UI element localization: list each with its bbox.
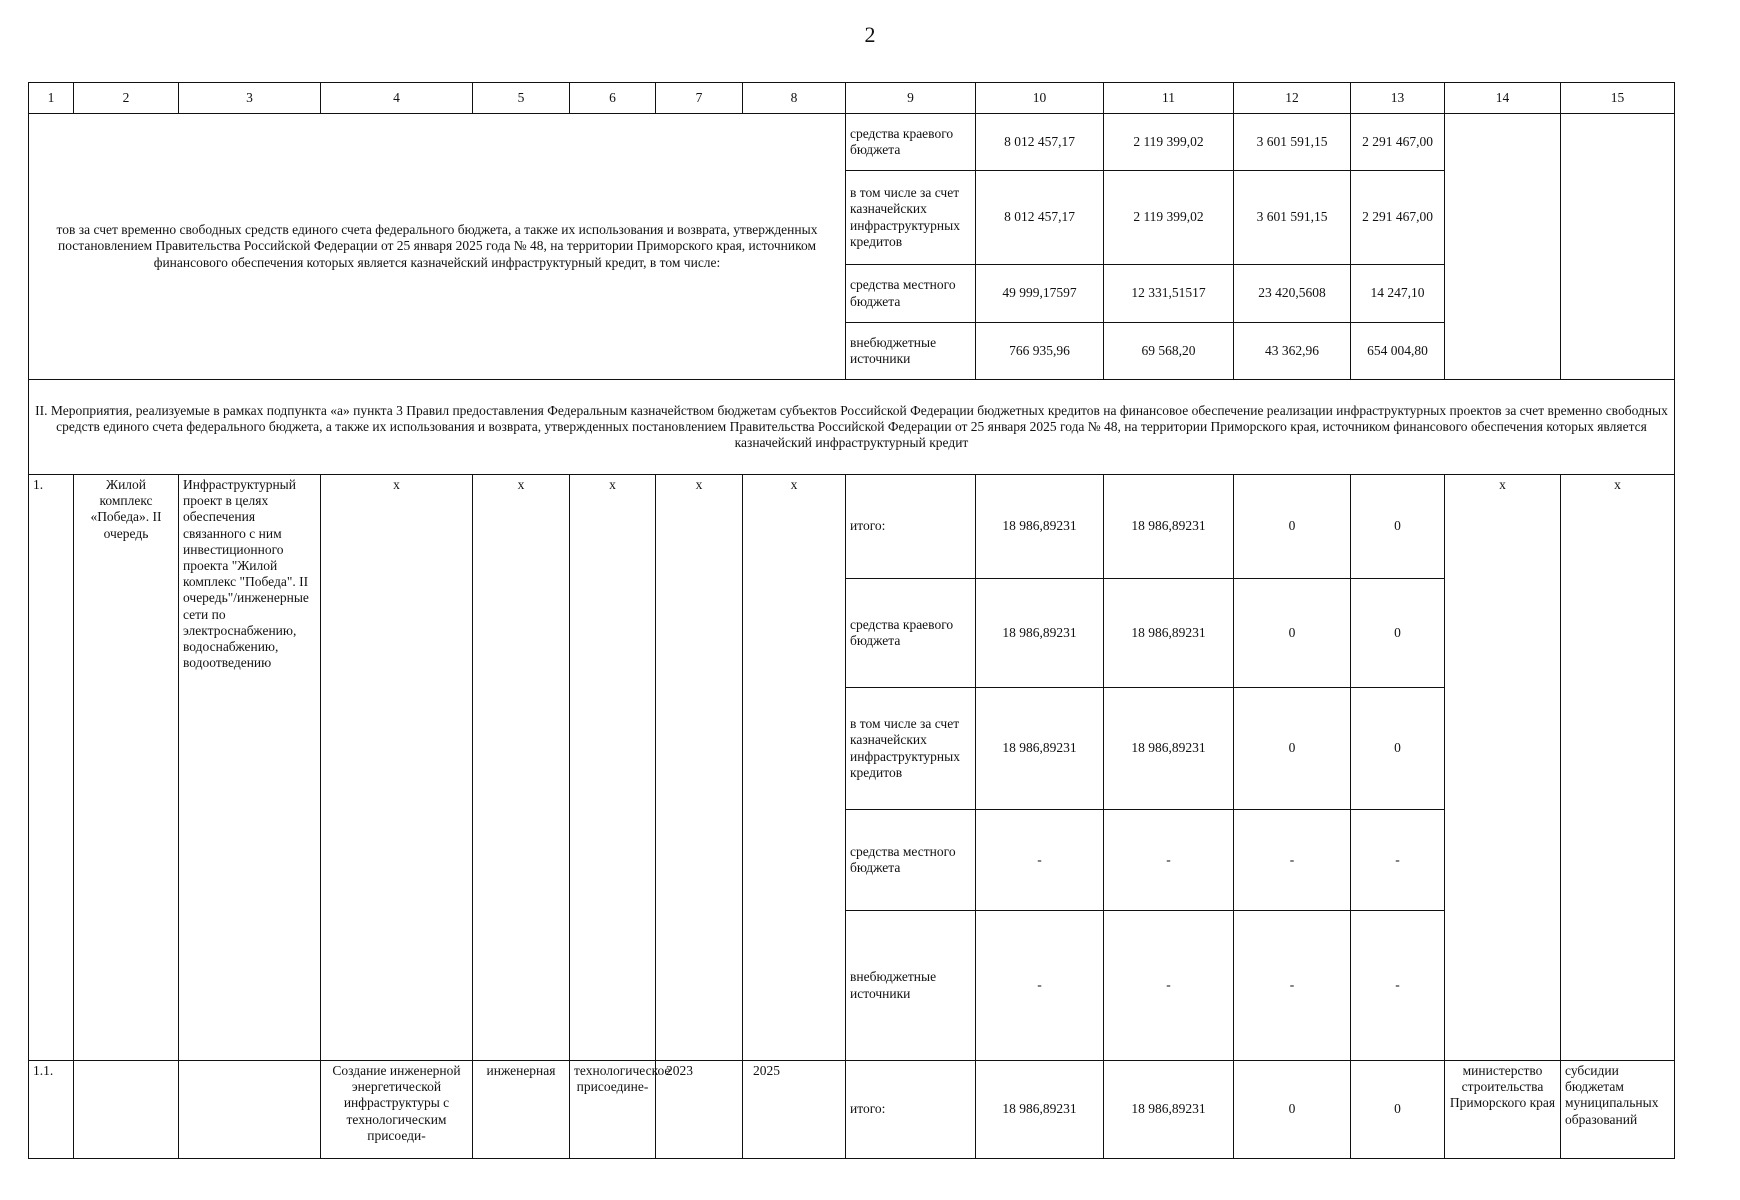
value-cell: 2 119 399,02 xyxy=(1104,114,1234,171)
value-cell: - xyxy=(1351,810,1445,911)
intro-text: тов за счет временно свободных средств единого счета федерального бюджета, а также их использования и возврата, утвержденных постановлением Правительства Российской Федерации от 25 января 2025 года № 48, на территории Приморского края, источником финансового обеспечения которых является казначейский инфраструктурный кредит, в том числе: xyxy=(29,114,846,380)
value-cell: 12 331,51517 xyxy=(1104,265,1234,323)
cell-x: х xyxy=(473,475,570,1061)
value-cell: 18 986,89231 xyxy=(976,688,1104,810)
col-header: 9 xyxy=(846,83,976,114)
value-cell: 14 247,10 xyxy=(1351,265,1445,323)
source-label: внебюджетные источники xyxy=(846,323,976,380)
value-cell: 18 986,89231 xyxy=(1104,688,1234,810)
project-description: Инфраструктурный проект в целях обеспечения связанного с ним инвестиционного проекта "Жилой комплекс "Победа". II очередь"/инженерные сети по электроснабжению, водоснабжению, водоотведению xyxy=(179,475,321,1061)
cell-x: х xyxy=(321,475,473,1061)
col-header: 6 xyxy=(570,83,656,114)
source-label: в том числе за счет казначейских инфраструктурных кредитов xyxy=(846,688,976,810)
source-label: средства местного бюджета xyxy=(846,265,976,323)
value-cell: - xyxy=(1104,911,1234,1061)
section-title: II. Мероприятия, реализуемые в рамках подпункта «а» пункта 3 Правил предоставления Федеральным казначейством бюджетам субъектов Российской Федерации бюджетных кредитов на финансовое обеспечение реализации инфраструктурных проектов за счет временно свободных средств единого счета федерального бюджета, а также их использования и возврата, утвержденных постановлением Правительства Российской Федерации от 25 января 2025 года № 48, на территории Приморского края, источником финансового обеспечения которых является казначейский инфраструктурный кредит xyxy=(29,380,1675,475)
value-cell: 8 012 457,17 xyxy=(976,171,1104,265)
cell-x: х xyxy=(1561,475,1675,1061)
value-cell: 654 004,80 xyxy=(1351,323,1445,380)
table-row xyxy=(29,475,1675,579)
value-cell: - xyxy=(976,911,1104,1061)
col-header: 12 xyxy=(1234,83,1351,114)
value-cell: 3 601 591,15 xyxy=(1234,114,1351,171)
value-cell: 0 xyxy=(1234,579,1351,688)
responsible-executor: министерство строительства Приморского края xyxy=(1445,1061,1561,1159)
value-cell: 0 xyxy=(1351,1061,1445,1159)
col-header: 2 xyxy=(74,83,179,114)
col-header: 14 xyxy=(1445,83,1561,114)
value-cell: 0 xyxy=(1234,1061,1351,1159)
value-cell: 766 935,96 xyxy=(976,323,1104,380)
value-cell: 18 986,89231 xyxy=(1104,475,1234,579)
table-row xyxy=(29,1061,1675,1159)
value-cell: 0 xyxy=(1351,688,1445,810)
col-header: 5 xyxy=(473,83,570,114)
value-cell: 8 012 457,17 xyxy=(976,114,1104,171)
value-cell: 18 986,89231 xyxy=(976,475,1104,579)
value-cell: - xyxy=(1351,911,1445,1061)
value-cell: 2 291 467,00 xyxy=(1351,114,1445,171)
col-header: 8 xyxy=(743,83,846,114)
empty-cell xyxy=(179,1061,321,1159)
cell-x: х xyxy=(570,475,656,1061)
source-label: внебюджетные источники xyxy=(846,911,976,1061)
col-header: 1 xyxy=(29,83,74,114)
source-label: итого: xyxy=(846,475,976,579)
item-number: 1.1. xyxy=(29,1061,74,1159)
value-cell: 0 xyxy=(1351,579,1445,688)
page-number: 2 xyxy=(864,22,876,47)
value-cell: 23 420,5608 xyxy=(1234,265,1351,323)
value-cell: 0 xyxy=(1234,475,1351,579)
value-cell: - xyxy=(1234,911,1351,1061)
source-label: в том числе за счет казначейских инфраструктурных кредитов xyxy=(846,171,976,265)
value-cell: 18 986,89231 xyxy=(976,1061,1104,1159)
section-row xyxy=(29,380,1675,475)
value-cell: 0 xyxy=(1351,475,1445,579)
col-header: 11 xyxy=(1104,83,1234,114)
end-year: 2025 xyxy=(743,1061,846,1159)
funding-form: субсидии бюджетам муниципальных образований xyxy=(1561,1061,1675,1159)
value-cell: 2 291 467,00 xyxy=(1351,171,1445,265)
budget-table xyxy=(28,82,1675,1159)
value-cell: - xyxy=(1234,810,1351,911)
value-cell: - xyxy=(1104,810,1234,911)
value-cell: 18 986,89231 xyxy=(1104,579,1234,688)
col-header: 10 xyxy=(976,83,1104,114)
value-cell: 0 xyxy=(1234,688,1351,810)
source-label: средства краевого бюджета xyxy=(846,579,976,688)
col-header: 15 xyxy=(1561,83,1675,114)
value-cell: 69 568,20 xyxy=(1104,323,1234,380)
empty-cell xyxy=(74,1061,179,1159)
cell-x: х xyxy=(1445,475,1561,1061)
item-number: 1. xyxy=(29,475,74,1061)
empty-cell xyxy=(1561,114,1675,380)
value-cell: 18 986,89231 xyxy=(976,579,1104,688)
source-label: средства краевого бюджета xyxy=(846,114,976,171)
cell-x: х xyxy=(656,475,743,1061)
empty-cell xyxy=(1445,114,1561,380)
cell-x: х xyxy=(743,475,846,1061)
col-header: 3 xyxy=(179,83,321,114)
value-cell: 2 119 399,02 xyxy=(1104,171,1234,265)
value-cell: 49 999,17597 xyxy=(976,265,1104,323)
object-name: Жилой комплекс «Победа». II очередь xyxy=(74,475,179,1061)
source-label: итого: xyxy=(846,1061,976,1159)
source-label: средства местного бюджета xyxy=(846,810,976,911)
result-type: технологическое присоедине- xyxy=(570,1061,656,1159)
infrastructure-type: инженерная xyxy=(473,1061,570,1159)
value-cell: - xyxy=(976,810,1104,911)
value-cell: 3 601 591,15 xyxy=(1234,171,1351,265)
value-cell: 18 986,89231 xyxy=(1104,1061,1234,1159)
col-header: 4 xyxy=(321,83,473,114)
table-row xyxy=(29,114,1675,171)
col-header: 13 xyxy=(1351,83,1445,114)
measure-description: Создание инженерной энергетической инфраструктуры с технологическим присоеди- xyxy=(321,1061,473,1159)
start-year: 2023 xyxy=(656,1061,743,1159)
value-cell: 43 362,96 xyxy=(1234,323,1351,380)
column-number-row xyxy=(29,83,1675,114)
col-header: 7 xyxy=(656,83,743,114)
